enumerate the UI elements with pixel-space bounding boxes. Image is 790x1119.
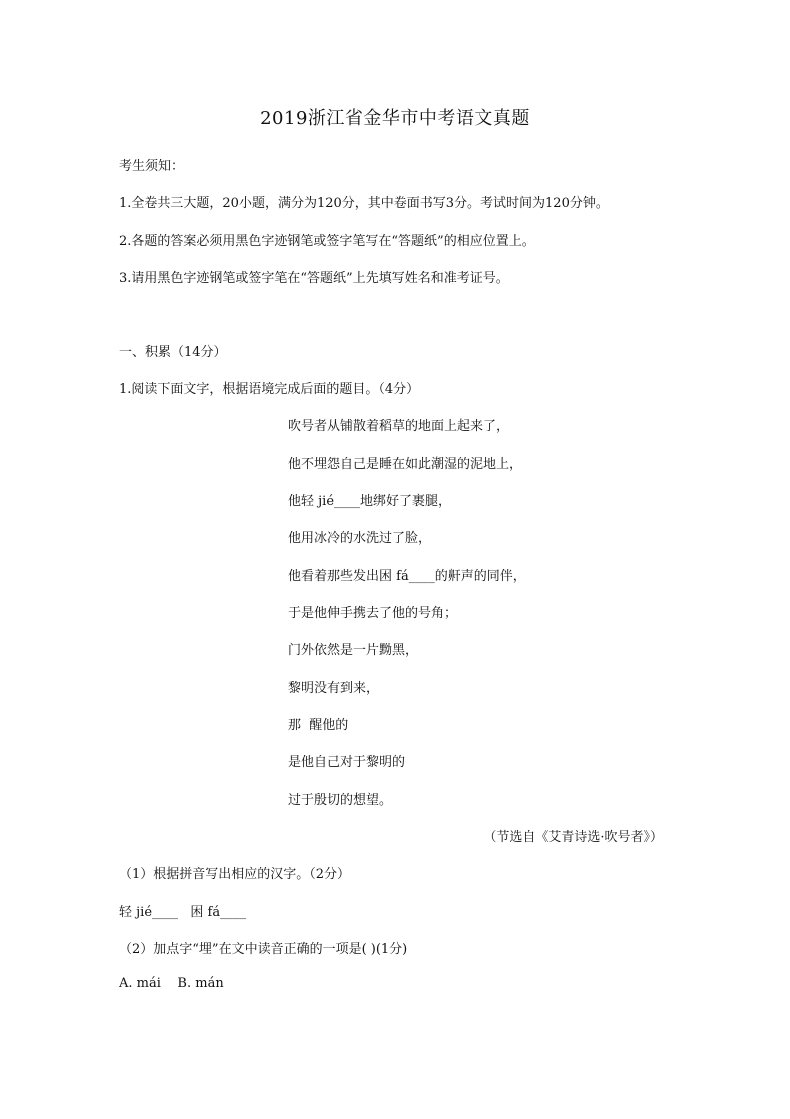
poem-line: 过于殷切的想望。 [288,793,393,808]
poem-line: 门外依然是一片黝黑， [288,643,419,658]
section-heading: 一、积累（14分） [119,345,227,360]
poem-line: 那 醒他的 [288,718,349,733]
poem-line: 他用冰冷的水洗过了脸， [288,531,432,546]
question-1: 1.阅读下面文字，根据语境完成后面的题目。（4分） [119,382,420,397]
sub-question-1-answer: 轻 jié____ 困 fá____ [119,905,247,920]
sub-question-2-options: A. mái B. mán [119,976,224,991]
poem-line: 于是他伸手携去了他的号角； [288,606,458,621]
sub-question-2: （2）加点字“埋”在文中读音正确的一项是( )(1分) [119,942,408,957]
poem-line: 是他自己对于黎明的 [288,755,406,770]
poem-line: 黎明没有到来， [288,681,380,696]
notice-item-1: 1.全卷共三大题，20小题，满分为120分，其中卷面书写3分。考试时间为120分钟。 [119,196,609,211]
poem-line: 他轻 jié____地绑好了裹腿， [288,494,452,509]
notice-item-3: 3.请用黑色字迹钢笔或签字笔在“答题纸”上先填写姓名和准考证号。 [119,271,509,286]
page-title: 2019浙江省金华市中考语文真题 [260,108,530,129]
poem-line: 吹号者从铺散着稻草的地面上起来了， [288,419,510,434]
sub-question-1: （1）根据拼音写出相应的汉字。（2分） [119,867,351,882]
notice-item-2: 2.各题的答案必须用黑色字迹钢笔或签字笔写在“答题纸”的相应位置上。 [119,234,535,249]
poem-line: 他看着那些发出困 fá____的鼾声的同伴， [288,569,526,584]
poem-line: 他不埋怨自己是睡在如此潮湿的泥地上， [288,457,523,472]
poem-source: （节选自《艾青诗选·吹号者》） [483,830,663,845]
notice-heading: 考生须知： [119,159,185,174]
